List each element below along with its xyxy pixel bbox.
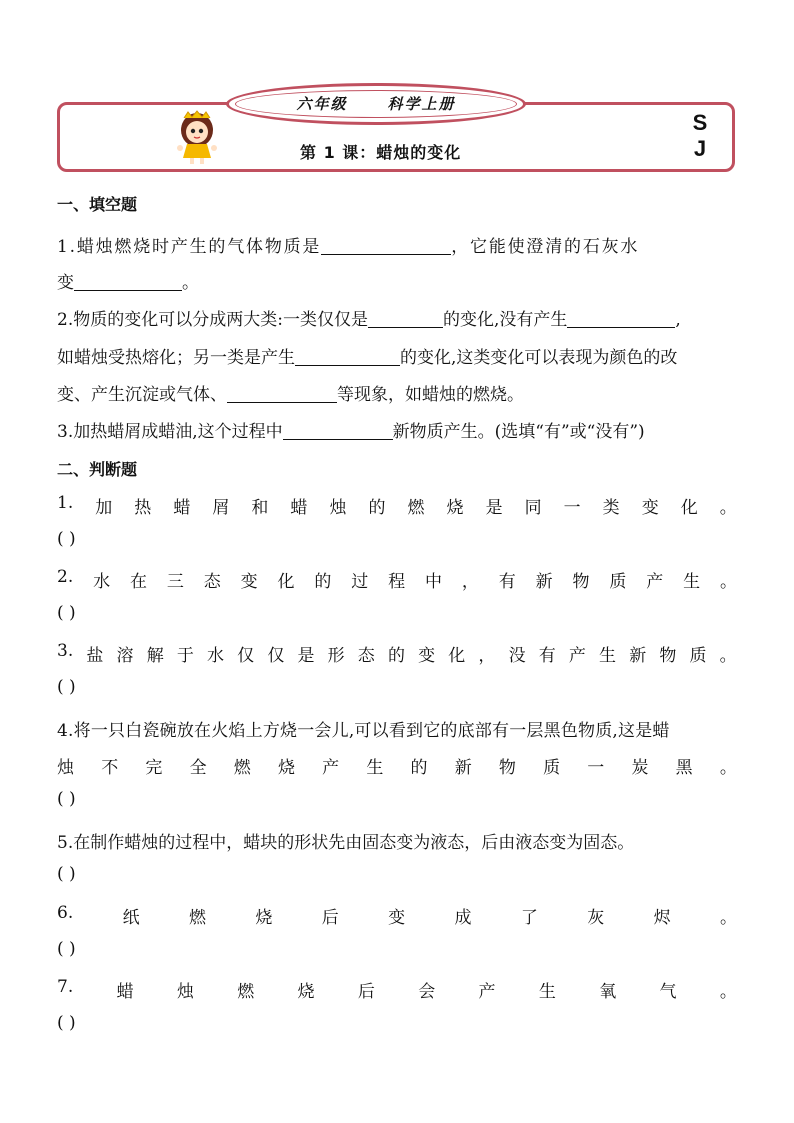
- judge-q3-char: 于: [176, 646, 194, 666]
- fill-q2-text-f: 变、产生沉淀或气体、: [57, 385, 227, 405]
- judge-q2-char: 水: [93, 572, 111, 592]
- judge-q1-answer[interactable]: ( ): [57, 529, 76, 549]
- fill-q2-line3: [57, 380, 737, 405]
- judge-q1-char: 屑: [212, 498, 230, 518]
- judge-q2-char: 变: [240, 572, 258, 592]
- judge-q7-char: 气: [659, 982, 677, 1002]
- judge-q7-char: 烛: [176, 982, 194, 1002]
- judge-q4-char: 产: [322, 758, 340, 778]
- judge-q3-char: 仅: [267, 646, 285, 666]
- judge-q4-line2: [57, 753, 737, 778]
- judge-q3-char: 3.: [57, 641, 74, 661]
- judge-q2-char: 程: [388, 572, 406, 592]
- judge-q1-char: 和: [251, 498, 269, 518]
- judge-q1-char: 热: [134, 498, 152, 518]
- judge-q3-char: ，: [478, 646, 496, 666]
- judge-q6-answer[interactable]: ( ): [57, 939, 76, 959]
- girl-mascot-icon: [170, 108, 226, 166]
- judge-q1-char: 蜡: [290, 498, 308, 518]
- judge-q1-char: 烧: [446, 498, 464, 518]
- judge-q1-char: 是: [485, 498, 503, 518]
- fill-q3-text-a: 3.加热蜡屑成蜡油,这个过程中: [57, 422, 283, 442]
- judge-q2-char: 2.: [57, 567, 74, 587]
- judge-q2-char: 在: [129, 572, 147, 592]
- section-judge-title: 二、判断题: [57, 460, 138, 479]
- fill-q1-blank2[interactable]: [74, 273, 182, 291]
- judge-q7-char: 生: [538, 982, 556, 1002]
- fill-q2-text-a: 2.物质的变化可以分成两大类:一类仅仅是: [57, 310, 368, 330]
- judge-q5: 5.在制作蜡烛的过程中，蜡块的形状先由固态变为液态，后由液态变为固态。: [57, 833, 635, 853]
- judge-q1-char: 的: [368, 498, 386, 518]
- header-oval: [226, 83, 526, 125]
- fill-q2-line2: [57, 343, 737, 368]
- judge-q3-char: 水: [207, 646, 225, 666]
- judge-q3-char: 仅: [237, 646, 255, 666]
- judge-q6-char: 纸: [122, 908, 140, 928]
- judge-q3-char: 新: [629, 646, 647, 666]
- judge-q3-char: 。: [719, 646, 737, 666]
- judge-q3-char: 的: [387, 646, 405, 666]
- judge-q6-char: 后: [321, 908, 339, 928]
- fill-q1-text-d: 。: [182, 273, 199, 293]
- judge-q1-char: 烛: [329, 498, 347, 518]
- judge-q1-char: 燃: [407, 498, 425, 518]
- judge-q4-char: 烛: [57, 758, 74, 778]
- judge-q3-char: 变: [418, 646, 436, 666]
- judge-q1-char: 1.: [57, 493, 74, 513]
- judge-q6-char: 6.: [57, 903, 74, 923]
- judge-q4-char: 一: [587, 758, 605, 778]
- judge-q1-char: 类: [602, 498, 620, 518]
- fill-q2-text-b: 的变化,没有产生: [442, 310, 568, 330]
- judge-q4-char: 全: [189, 758, 207, 778]
- judge-q2-char: 生: [683, 572, 701, 592]
- judge-q7-char: 会: [418, 982, 436, 1002]
- fill-q2-blank4[interactable]: [227, 385, 337, 403]
- judge-q4-char: 炭: [631, 758, 649, 778]
- judge-q3-char: 化: [448, 646, 466, 666]
- judge-q1-char: 化: [680, 498, 698, 518]
- judge-q4-char: 生: [366, 758, 384, 778]
- judge-q1-char: 加: [95, 498, 113, 518]
- judge-q5-answer[interactable]: ( ): [57, 864, 76, 884]
- lesson-title: 第 1 课：蜡烛的变化: [300, 143, 462, 162]
- judge-q3-char: 生: [599, 646, 617, 666]
- series-code-j: J: [693, 136, 707, 161]
- header-oval-text: [229, 93, 523, 114]
- judge-q7-char: 蜡: [116, 982, 134, 1002]
- judge-q3-char: 解: [146, 646, 164, 666]
- judge-q2-char: 。: [719, 572, 737, 592]
- judge-q7: [57, 977, 737, 1002]
- judge-q6-char: 了: [520, 908, 538, 928]
- judge-q2-char: 过: [351, 572, 369, 592]
- judge-q4-char: 不: [101, 758, 119, 778]
- subject-label: 科学上册: [387, 95, 456, 113]
- judge-q4-char: 质: [543, 758, 561, 778]
- fill-q1-blank1[interactable]: [321, 237, 451, 255]
- judge-q4-char: 物: [498, 758, 516, 778]
- judge-q4-char: 燃: [233, 758, 251, 778]
- judge-q6-char: 。: [719, 908, 737, 928]
- judge-q2-char: 三: [166, 572, 184, 592]
- judge-q2: [57, 567, 737, 592]
- judge-q7-answer[interactable]: ( ): [57, 1013, 76, 1033]
- judge-q7-char: 燃: [237, 982, 255, 1002]
- judge-q4-answer[interactable]: ( ): [57, 789, 76, 809]
- judge-q2-char: 质: [609, 572, 627, 592]
- judge-q3-char: 溶: [116, 646, 134, 666]
- judge-q1-char: 。: [719, 498, 737, 518]
- judge-q3-char: 质: [689, 646, 707, 666]
- fill-q1-line1: [57, 232, 737, 257]
- judge-q3-char: 没: [508, 646, 526, 666]
- judge-q3: [57, 641, 737, 666]
- fill-q2-text-c: ,: [675, 310, 681, 330]
- judge-q2-char: 物: [572, 572, 590, 592]
- judge-q4-line1: 4.将一只白瓷碗放在火焰上方烧一会儿,可以看到它的底部有一层黑色物质,这是蜡: [57, 721, 670, 741]
- fill-q1-text-a: 1.蜡烛燃烧时产生的气体物质是: [57, 237, 322, 257]
- judge-q1: [57, 493, 737, 518]
- judge-q2-char: 产: [646, 572, 664, 592]
- series-code: [688, 110, 712, 162]
- judge-q6-char: 变: [388, 908, 406, 928]
- judge-q6-char: 烬: [653, 908, 671, 928]
- judge-q7-char: 后: [357, 982, 375, 1002]
- judge-q1-char: 同: [524, 498, 542, 518]
- judge-q4-char: 新: [454, 758, 472, 778]
- series-code-s: S: [692, 110, 708, 135]
- fill-q2-text-d: 如蜡烛受热熔化；另一类是产生: [57, 348, 295, 368]
- fill-q3-text-b: 新物质产生。(选填“有”或“没有”): [392, 422, 645, 442]
- fill-q2-line1: [57, 305, 737, 330]
- grade-label: 六年级: [296, 95, 348, 113]
- fill-q1-line2: [57, 268, 737, 293]
- fill-q3-blank[interactable]: [283, 422, 393, 440]
- judge-q3-char: 有: [538, 646, 556, 666]
- judge-q2-char: 中: [424, 572, 442, 592]
- judge-q3-char: 是: [297, 646, 315, 666]
- judge-q3-char: 盐: [86, 646, 104, 666]
- judge-q7-char: 氧: [599, 982, 617, 1002]
- judge-q4-char: 烧: [277, 758, 295, 778]
- judge-q2-answer[interactable]: ( ): [57, 603, 76, 623]
- fill-q2-blank3[interactable]: [295, 348, 400, 366]
- judge-q4-char: 黑: [675, 758, 693, 778]
- judge-q7-char: 7.: [57, 977, 74, 997]
- judge-q7-char: 产: [478, 982, 496, 1002]
- judge-q2-char: 态: [203, 572, 221, 592]
- fill-q3-line: [57, 417, 737, 442]
- judge-q6-char: 灰: [587, 908, 605, 928]
- judge-q4-char: 。: [719, 758, 737, 778]
- judge-q1-char: 蜡: [173, 498, 191, 518]
- judge-q3-char: 产: [568, 646, 586, 666]
- fill-q1-text-b: ，它能使澄清的石灰水: [451, 237, 640, 257]
- judge-q2-char: ，: [461, 572, 479, 592]
- fill-q2-blank1[interactable]: [368, 310, 443, 328]
- judge-q4-char: 完: [145, 758, 163, 778]
- judge-q6-char: 燃: [188, 908, 206, 928]
- judge-q2-char: 的: [314, 572, 332, 592]
- judge-q4-char: 的: [410, 758, 428, 778]
- judge-q3-char: 形: [327, 646, 345, 666]
- judge-q3-answer[interactable]: ( ): [57, 677, 76, 697]
- judge-q1-char: 变: [641, 498, 659, 518]
- judge-q2-char: 新: [535, 572, 553, 592]
- judge-q3-char: 物: [659, 646, 677, 666]
- judge-q7-char: 烧: [297, 982, 315, 1002]
- judge-q1-char: 一: [563, 498, 581, 518]
- judge-q6-char: 烧: [255, 908, 273, 928]
- section-fill-title: 一、填空题: [57, 195, 138, 214]
- judge-q6: [57, 903, 737, 928]
- judge-q7-char: 。: [719, 982, 737, 1002]
- judge-q2-char: 化: [277, 572, 295, 592]
- fill-q2-text-g: 等现象，如蜡烛的燃烧。: [337, 385, 524, 405]
- judge-q6-char: 成: [454, 908, 472, 928]
- judge-q2-char: 有: [498, 572, 516, 592]
- fill-q1-text-c: 变: [57, 273, 74, 293]
- fill-q2-text-e: 的变化,这类变化可以表现为颜色的改: [400, 348, 678, 368]
- judge-q3-char: 态: [357, 646, 375, 666]
- fill-q2-blank2[interactable]: [567, 310, 675, 328]
